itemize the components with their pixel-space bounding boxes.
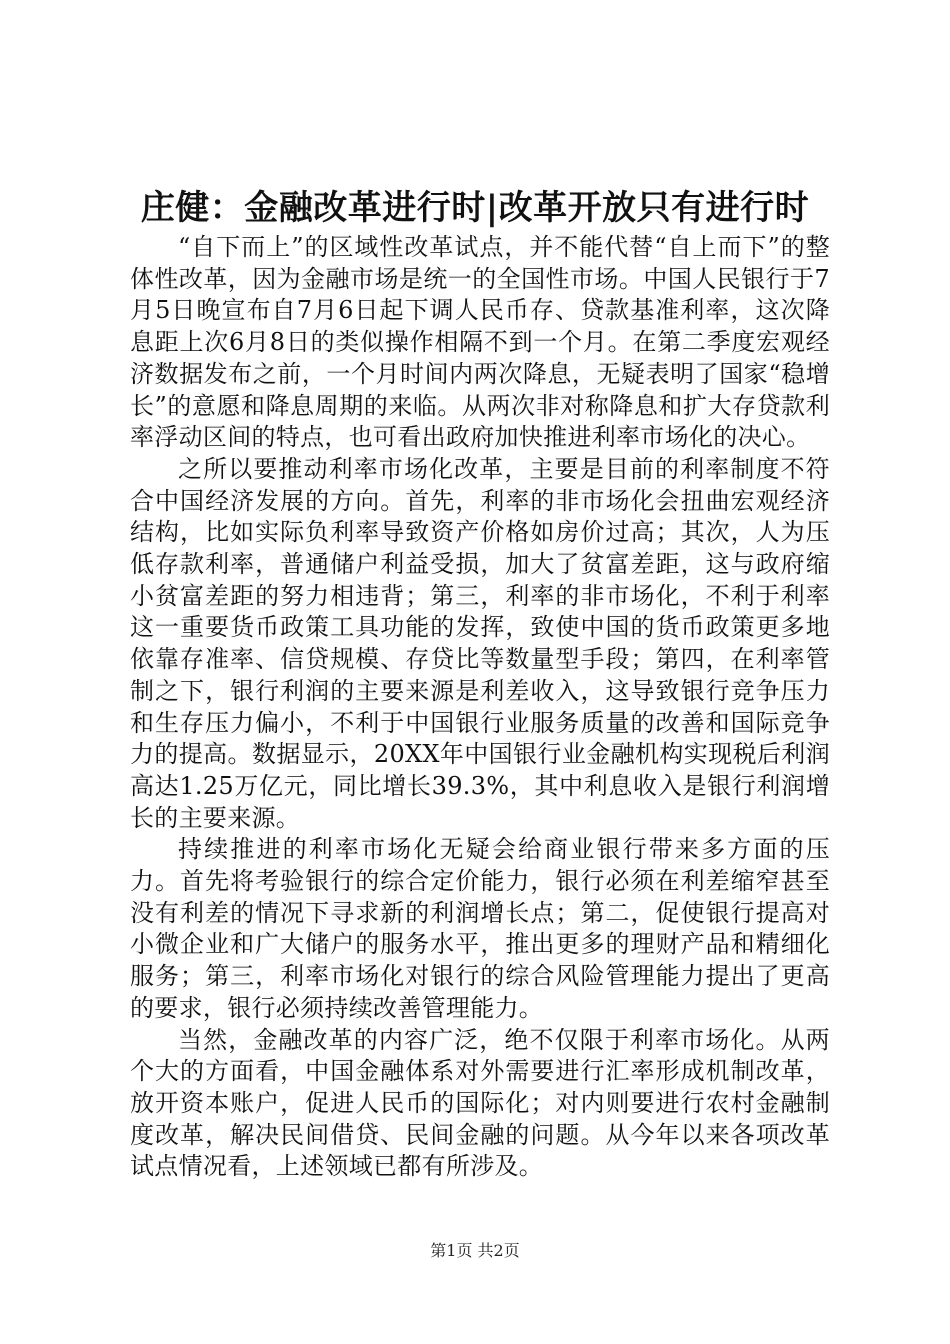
paragraph-2: 之所以要推动利率市场化改革，主要是目前的利率制度不符合中国经济发展的方向。首先，利率的非市场化会扭曲宏观经济结构，比如实际负利率导致资产价格如房价过高；其次，人为压低存款利率，普通储户利益受损，加大了贫富差距，这与政府缩小贫富差距的努力相违背；第三，利率的非市场化，不利于利率这一重要货币政策工具功能的发挥，致使中国的货币政策更多地依靠存准率、信贷规模、存贷比等数量型手段；第四，在利率管制之下，银行利润的主要来源是利差收入，这导致银行竞争压力和生存压力偏小，不利于中国银行业服务质量的改善和国际竞争力的提高。数据显示，20XX年中国银行业金融机构实现税后利润高达1.25万亿元，同比增长39.3%，其中利息收入是银行利润增长的主要来源。	[130, 454, 830, 832]
page-number-footer: 第1页 共2页	[430, 1241, 520, 1260]
paragraph-1: “自下而上”的区域性改革试点，并不能代替“自上而下”的整体性改革，因为金融市场是统一的全国性市场。中国人民银行于7月5日晚宣布自7月6日起下调人民币存、贷款基准利率，这次降息距上次6月8日的类似操作相隔不到一个月。在第二季度宏观经济数据发布之前，一个月时间内两次降息，无疑表明了国家“稳增长”的意愿和降息周期的来临。从两次非对称降息和扩大存贷款利率浮动区间的特点，也可看出政府加快推进利率市场化的决心。	[130, 233, 830, 452]
document-body	[130, 232, 830, 1183]
paragraph-3: 持续推进的利率市场化无疑会给商业银行带来多方面的压力。首先将考验银行的综合定价能力，银行必须在利差缩窄甚至没有利差的情况下寻求新的利润增长点；第二，促使银行提高对小微企业和广大储户的服务水平，推出更多的理财产品和精细化服务；第三，利率市场化对银行的综合风险管理能力提出了更高的要求，银行必须持续改善管理能力。	[130, 835, 830, 1022]
document-title: 庄健：金融改革进行时|改革开放只有进行时	[140, 188, 810, 228]
paragraph-4: 当然，金融改革的内容广泛，绝不仅限于利率市场化。从两个大的方面看，中国金融体系对外需要进行汇率形成机制改革，放开资本账户，促进人民币的国际化；对内则要进行农村金融制度改革，解决民间借贷、民间金融的问题。从今年以来各项改革试点情况看，上述领域已都有所涉及。	[130, 1025, 830, 1181]
